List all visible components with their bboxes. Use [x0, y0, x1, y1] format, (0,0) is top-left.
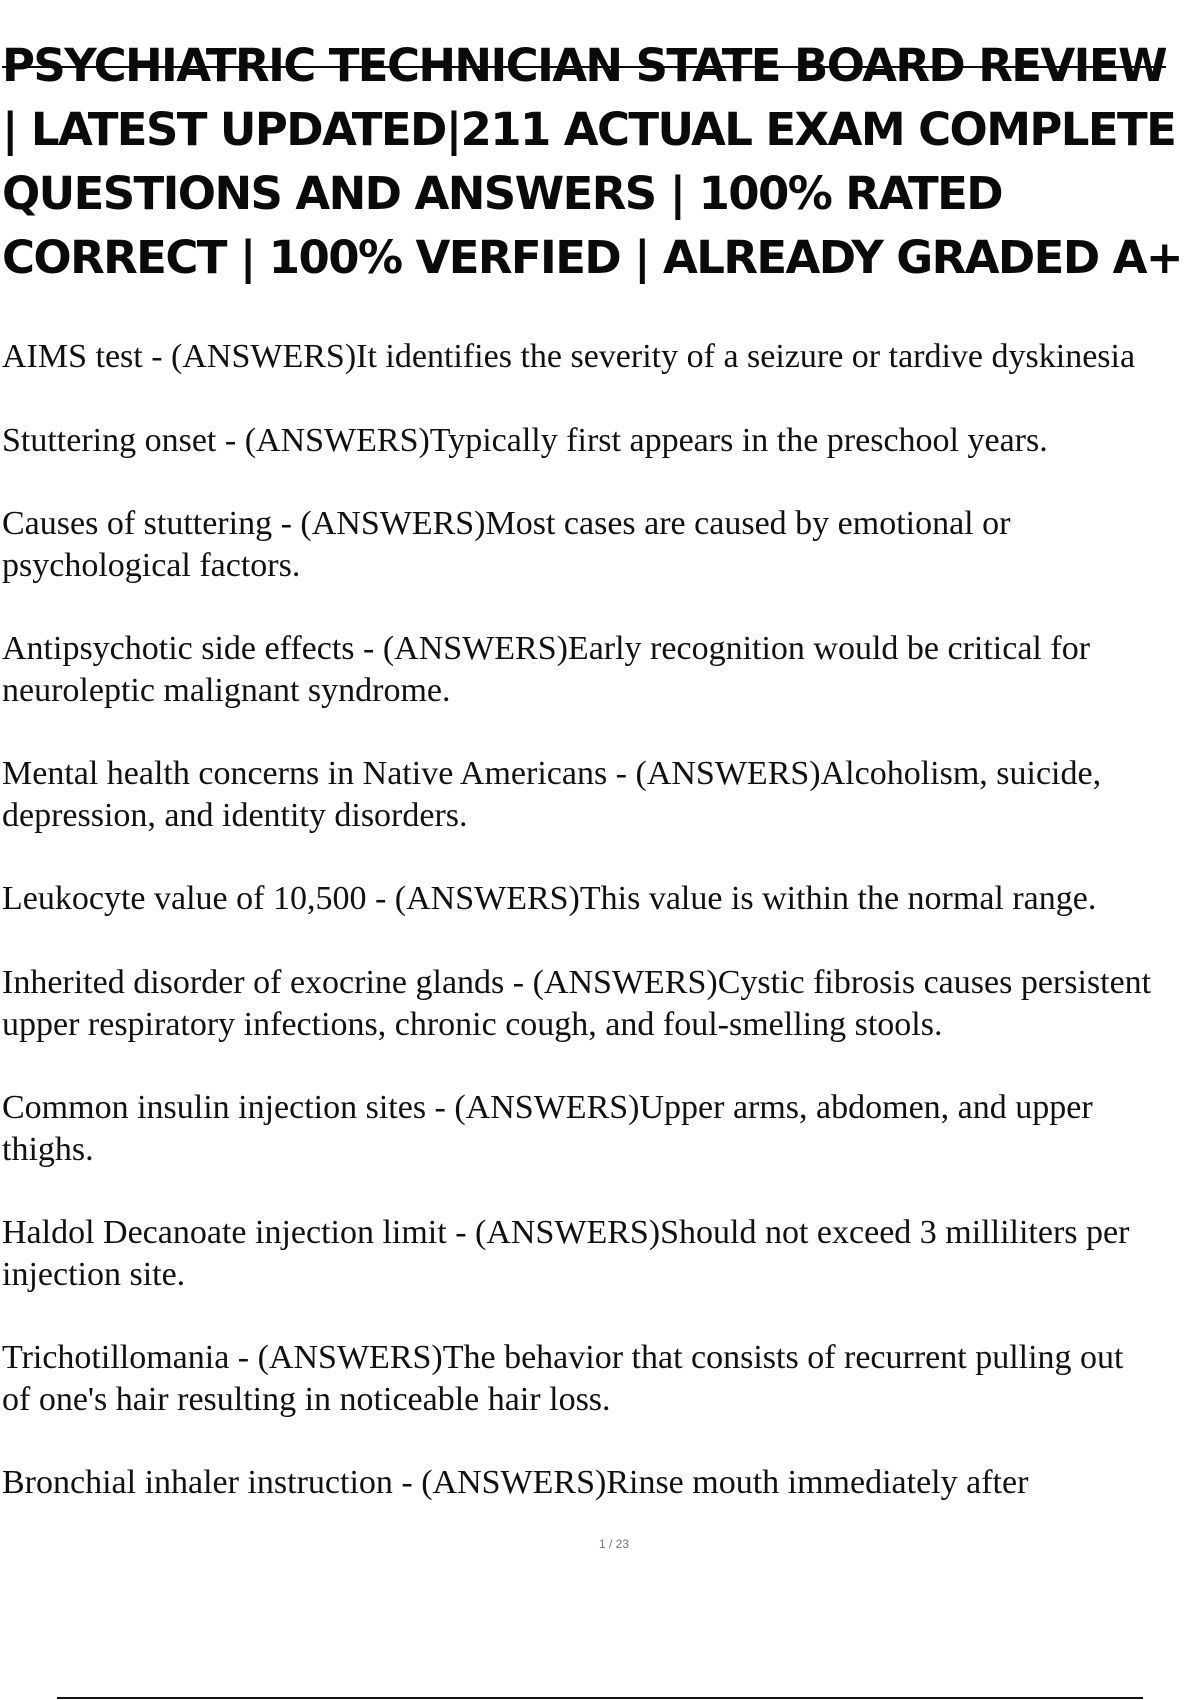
qa-entry-text: psychological factors.	[2, 547, 301, 584]
qa-entry-text: injection site.	[2, 1256, 186, 1293]
footer-divider	[57, 1697, 1143, 1699]
qa-entry-text: Bronchial inhaler instruction - (ANSWERS)Rinse mouth immediately after	[2, 1464, 1029, 1501]
qa-entry-text: AIMS test - (ANSWERS)It identifies the severity of a seizure or tardive dyskinesia	[2, 338, 1136, 375]
qa-entry-text: depression, and identity disorders.	[2, 797, 468, 834]
qa-entry	[2, 878, 1096, 920]
qa-entry	[2, 1337, 1124, 1421]
qa-entry-text: upper respiratory infections, chronic cough, and foul-smelling stools.	[2, 1006, 943, 1043]
qa-entry-text: Trichotillomania - (ANSWERS)The behavior that consists of recurrent pulling out	[2, 1339, 1124, 1376]
page-number: 1 / 23	[598, 1537, 630, 1551]
qa-entry-text: Stuttering onset - (ANSWERS)Typically first appears in the preschool years.	[2, 422, 1048, 459]
qa-entry-text: Mental health concerns in Native Americans - (ANSWERS)Alcoholism, suicide,	[2, 755, 1102, 792]
qa-entry	[2, 420, 1048, 462]
qa-entry-text: Common insulin injection sites - (ANSWERS)Upper arms, abdomen, and upper	[2, 1089, 1093, 1126]
qa-entry	[2, 962, 1151, 1046]
qa-entry	[2, 628, 1090, 712]
title-line: CORRECT | 100% VERFIED | ALREADY GRADED A+	[2, 231, 1182, 284]
qa-entry	[2, 1462, 1028, 1504]
qa-entry-text: Haldol Decanoate injection limit - (ANSWERS)Should not exceed 3 milliliters per	[2, 1214, 1130, 1251]
qa-entry-text: Leukocyte value of 10,500 - (ANSWERS)This value is within the normal range.	[2, 880, 1097, 917]
title-line: QUESTIONS AND ANSWERS | 100% RATED	[2, 167, 1003, 220]
qa-entry-text: neuroleptic malignant syndrome.	[2, 672, 451, 709]
qa-entry	[2, 1212, 1129, 1296]
qa-entry-text: Inherited disorder of exocrine glands - (ANSWERS)Cystic fibrosis causes persistent	[2, 964, 1152, 1001]
qa-entry	[2, 753, 1101, 837]
qa-entry-text: of one's hair resulting in noticeable hair loss.	[2, 1381, 611, 1418]
qa-entry-text: Antipsychotic side effects - (ANSWERS)Early recognition would be critical for	[2, 630, 1091, 667]
qa-entry-text: thighs.	[2, 1131, 94, 1168]
qa-entry	[2, 336, 1135, 378]
title-line: | LATEST UPDATED|211 ACTUAL EXAM COMPLETE	[2, 103, 1176, 156]
qa-entry	[2, 503, 1010, 587]
qa-entry	[2, 1087, 1093, 1171]
document-title	[2, 34, 1200, 290]
qa-entry-text: Causes of stuttering - (ANSWERS)Most cases are caused by emotional or	[2, 505, 1011, 542]
title-line: PSYCHIATRIC TECHNICIAN STATE BOARD REVIEW	[2, 39, 1166, 92]
